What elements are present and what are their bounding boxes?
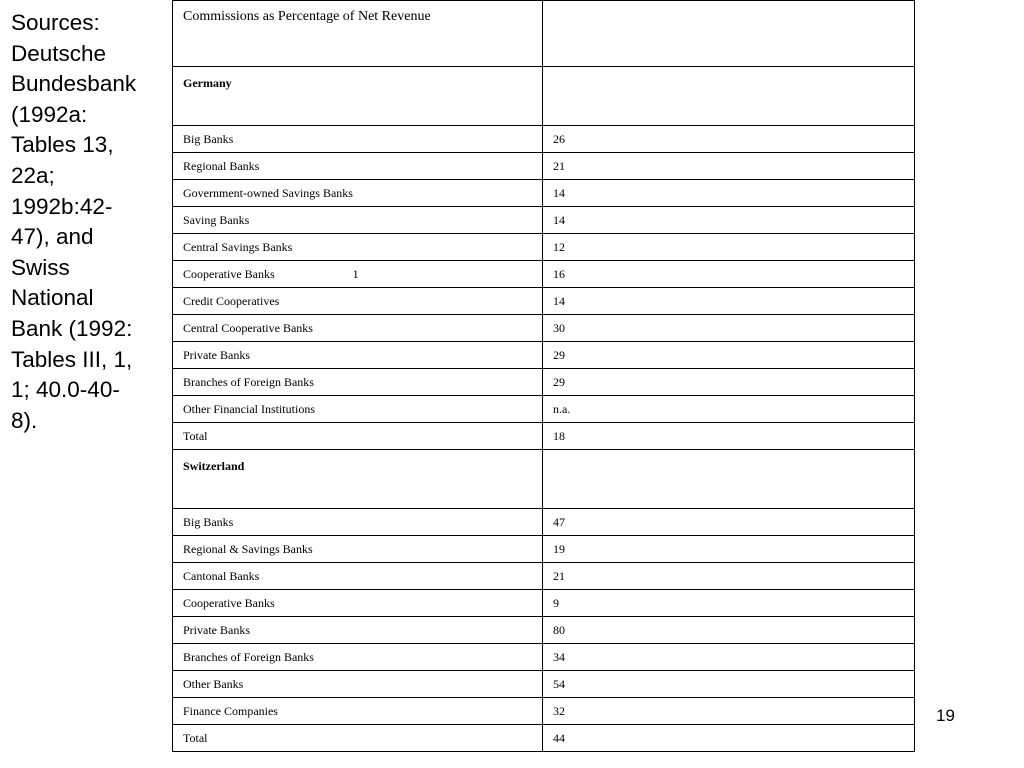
commission-value: 19: [543, 536, 915, 563]
table-row-total: [173, 423, 915, 450]
table-row: [173, 536, 915, 563]
table-row: [173, 396, 915, 423]
commission-value: 14: [543, 180, 915, 207]
table-row: [173, 261, 915, 288]
table-row: [173, 342, 915, 369]
bank-category: [173, 261, 543, 288]
table-header-title: Commissions as Percentage of Net Revenue: [173, 1, 543, 67]
bank-category: Other Financial Institutions: [173, 396, 543, 423]
section-row-switzerland: [173, 450, 915, 509]
bank-category-label: Cooperative Banks: [183, 266, 275, 281]
bank-category: Total: [173, 725, 543, 752]
bank-category: Private Banks: [173, 617, 543, 644]
section-row-germany: [173, 67, 915, 126]
footnote-marker: 1: [352, 266, 359, 281]
commission-value: 29: [543, 342, 915, 369]
commission-value: 9: [543, 590, 915, 617]
table-row: [173, 509, 915, 536]
section-label-switzerland: Switzerland: [173, 450, 543, 509]
commission-value: 34: [543, 644, 915, 671]
bank-category: Cantonal Banks: [173, 563, 543, 590]
table-row: [173, 671, 915, 698]
bank-category: Saving Banks: [173, 207, 543, 234]
table-row: [173, 590, 915, 617]
table-header-row: [173, 1, 915, 67]
commissions-table-container: [172, 0, 914, 752]
commissions-table: [172, 0, 915, 752]
commission-value: 14: [543, 207, 915, 234]
bank-category: Other Banks: [173, 671, 543, 698]
bank-category: Government-owned Savings Banks: [173, 180, 543, 207]
commission-value: 21: [543, 153, 915, 180]
bank-category: Credit Cooperatives: [173, 288, 543, 315]
commission-value: 30: [543, 315, 915, 342]
bank-category: Finance Companies: [173, 698, 543, 725]
commission-value: 54: [543, 671, 915, 698]
commission-value: 26: [543, 126, 915, 153]
table-row: [173, 288, 915, 315]
commission-value: 80: [543, 617, 915, 644]
bank-category: Branches of Foreign Banks: [173, 369, 543, 396]
bank-category: Regional & Savings Banks: [173, 536, 543, 563]
section-value-switzerland: [543, 450, 915, 509]
table-row: [173, 153, 915, 180]
commission-value: 16: [543, 261, 915, 288]
commission-value: 29: [543, 369, 915, 396]
sources-note: Sources: Deutsche Bundesbank (1992a: Tables 13, 22a; 1992b:42- 47), and Swiss National Bank (1992: Tables III, 1, 1; 40.0-40- 8).: [11, 10, 137, 433]
bank-category: Regional Banks: [173, 153, 543, 180]
table-row: [173, 563, 915, 590]
bank-category: Private Banks: [173, 342, 543, 369]
commission-value: 12: [543, 234, 915, 261]
bank-category: Central Cooperative Banks: [173, 315, 543, 342]
bank-category: Branches of Foreign Banks: [173, 644, 543, 671]
table-row: [173, 315, 915, 342]
slide-number: 19: [936, 706, 955, 725]
table-row: [173, 617, 915, 644]
table-row: [173, 207, 915, 234]
commission-value: 18: [543, 423, 915, 450]
table-header-value: [543, 1, 915, 67]
commission-value: 47: [543, 509, 915, 536]
bank-category: Big Banks: [173, 126, 543, 153]
bank-category: Total: [173, 423, 543, 450]
table-row: [173, 126, 915, 153]
bank-category: Big Banks: [173, 509, 543, 536]
table-row: [173, 234, 915, 261]
section-value-germany: [543, 67, 915, 126]
commission-value: 44: [543, 725, 915, 752]
table-row: [173, 180, 915, 207]
commission-value: 14: [543, 288, 915, 315]
commission-value: 32: [543, 698, 915, 725]
table-row-total: [173, 725, 915, 752]
commission-value: 21: [543, 563, 915, 590]
table-row: [173, 698, 915, 725]
bank-category: Cooperative Banks: [173, 590, 543, 617]
table-row: [173, 369, 915, 396]
section-label-germany: Germany: [173, 67, 543, 126]
commission-value: n.a.: [543, 396, 915, 423]
table-row: [173, 644, 915, 671]
bank-category: Central Savings Banks: [173, 234, 543, 261]
